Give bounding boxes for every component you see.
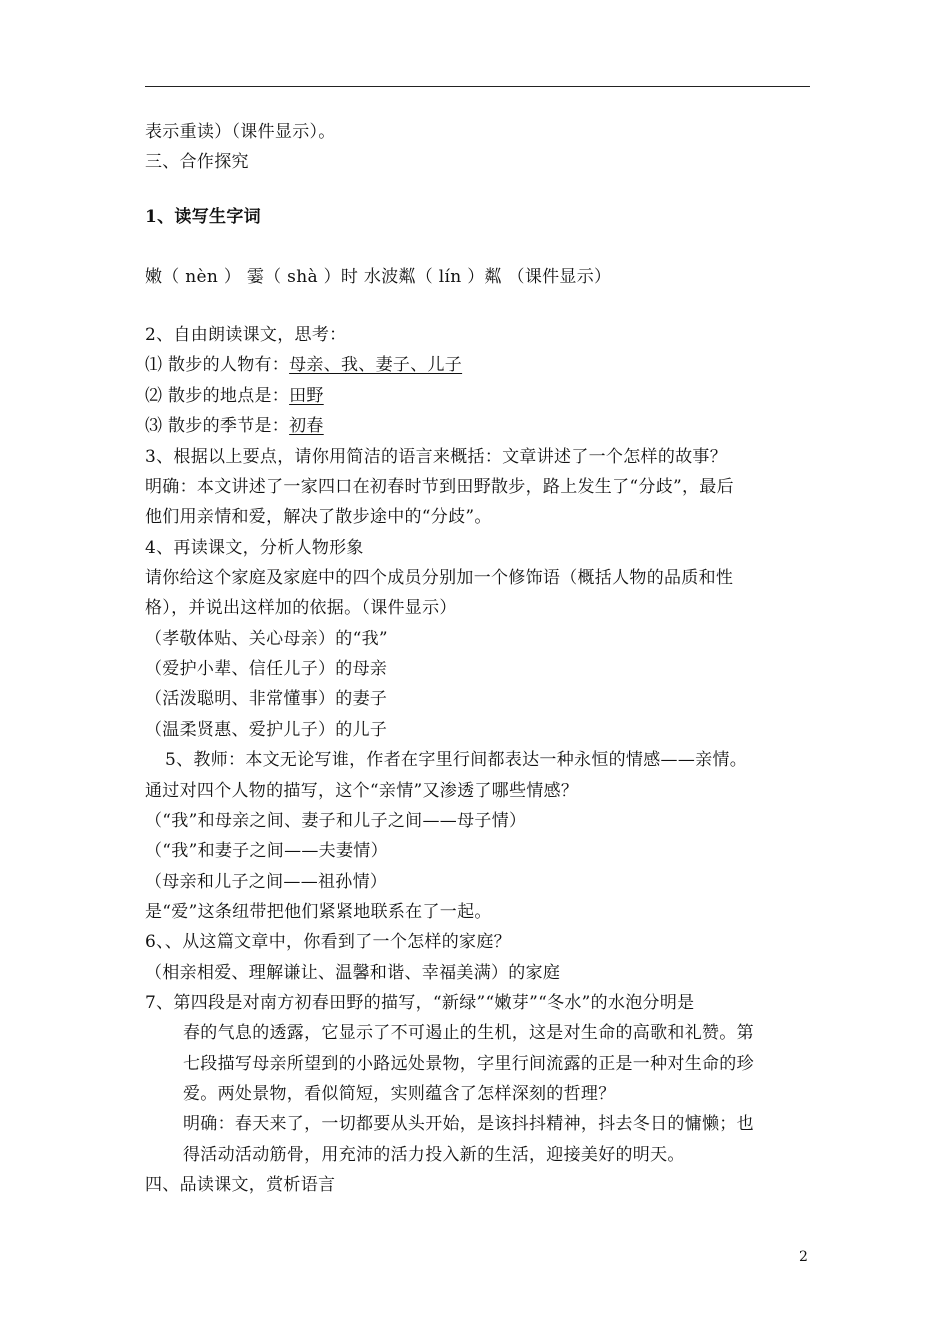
text-line: 得活动活动筋骨，用充沛的活力投入新的生活，迎接美好的明天。: [183, 1145, 685, 1165]
text-line: （孝敬体贴、关心母亲）的“我”: [145, 629, 388, 649]
header-rule: [145, 86, 810, 87]
text-line: 春的气息的透露，它显示了不可遏止的生机，这是对生命的高歌和礼赞。第: [183, 1023, 754, 1043]
text-line: 表示重读）（课件显示）。: [145, 122, 336, 142]
text-line: 6、、从这篇文章中，你看到了一个怎样的家庭？: [145, 932, 511, 952]
section-heading: 四、品读课文，赏析语言: [145, 1175, 336, 1195]
text-line: 5、教师：本文无论写谁，作者在字里行间都表达一种永恒的情感——亲情。: [165, 750, 748, 770]
text-line: （活泼聪明、非常懂事）的妻子: [145, 689, 388, 709]
text-line: 请你给这个家庭及家庭中的四个成员分别加一个修饰语（概括人物的品质和性: [145, 568, 734, 588]
page-number: 2: [799, 1249, 808, 1265]
text-line: （母亲和儿子之间——祖孙情）: [145, 872, 388, 892]
text-line: 爱。两处景物，看似简短，实则蕴含了怎样深刻的哲理？: [183, 1084, 616, 1104]
text-line: （“我”和母亲之间、妻子和儿子之间——母子情）: [145, 811, 527, 831]
answer-prompt: ⑴ 散步的人物有：: [145, 355, 290, 375]
subsection-heading: 1、读写生字词: [145, 207, 261, 227]
section-heading: 三、合作探究: [145, 152, 249, 172]
vocabulary-line: 嫩（ nèn ） 霎（ shà ）时 水波粼（ lín ）粼 （课件显示）: [145, 267, 612, 287]
text-line: （“我”和妻子之间——夫妻情）: [145, 841, 388, 861]
question-heading: 2、自由朗读课文，思考：: [145, 325, 347, 345]
text-line: 明确：本文讲述了一家四口在初春时节到田野散步，路上发生了“分歧”，最后: [145, 477, 734, 497]
answer-prompt: ⑶ 散步的季节是：: [145, 416, 290, 436]
answer-line-people: [145, 354, 462, 376]
answer-underlined: 母亲、我、妻子、儿子: [289, 355, 463, 375]
text-line: 7、第四段是对南方初春田野的描写，“新绿”“嫩芽”“冬水”的水泡分明是: [145, 993, 695, 1013]
answer-underlined: 初春: [289, 416, 324, 436]
text-line: 明确：春天来了，一切都要从头开始，是该抖抖精神，抖去冬日的慵懒；也: [183, 1114, 754, 1134]
text-line: 他们用亲情和爱，解决了散步途中的“分歧”。: [145, 507, 492, 527]
text-line: （爱护小辈、信任儿子）的母亲: [145, 659, 388, 679]
text-line: （相亲相爱、理解谦让、温馨和谐、幸福美满）的家庭: [145, 963, 561, 983]
text-line: 4、再读课文，分析人物形象: [145, 538, 364, 558]
text-line: 是“爱”这条纽带把他们紧紧地联系在了一起。: [145, 902, 492, 922]
text-line: 通过对四个人物的描写，这个“亲情”又渗透了哪些情感？: [145, 781, 579, 801]
text-line: 七段描写母亲所望到的小路远处景物，字里行间流露的正是一种对生命的珍: [183, 1054, 754, 1074]
text-line: 3、根据以上要点，请你用简洁的语言来概括：文章讲述了一个怎样的故事？: [145, 447, 728, 467]
answer-line-place: [145, 385, 324, 407]
answer-underlined: 田野: [289, 386, 324, 406]
answer-prompt: ⑵ 散步的地点是：: [145, 386, 290, 406]
answer-line-season: [145, 415, 324, 437]
text-line: （温柔贤惠、爱护儿子）的儿子: [145, 720, 388, 740]
text-line: 格），并说出这样加的依据。（课件显示）: [145, 598, 457, 618]
